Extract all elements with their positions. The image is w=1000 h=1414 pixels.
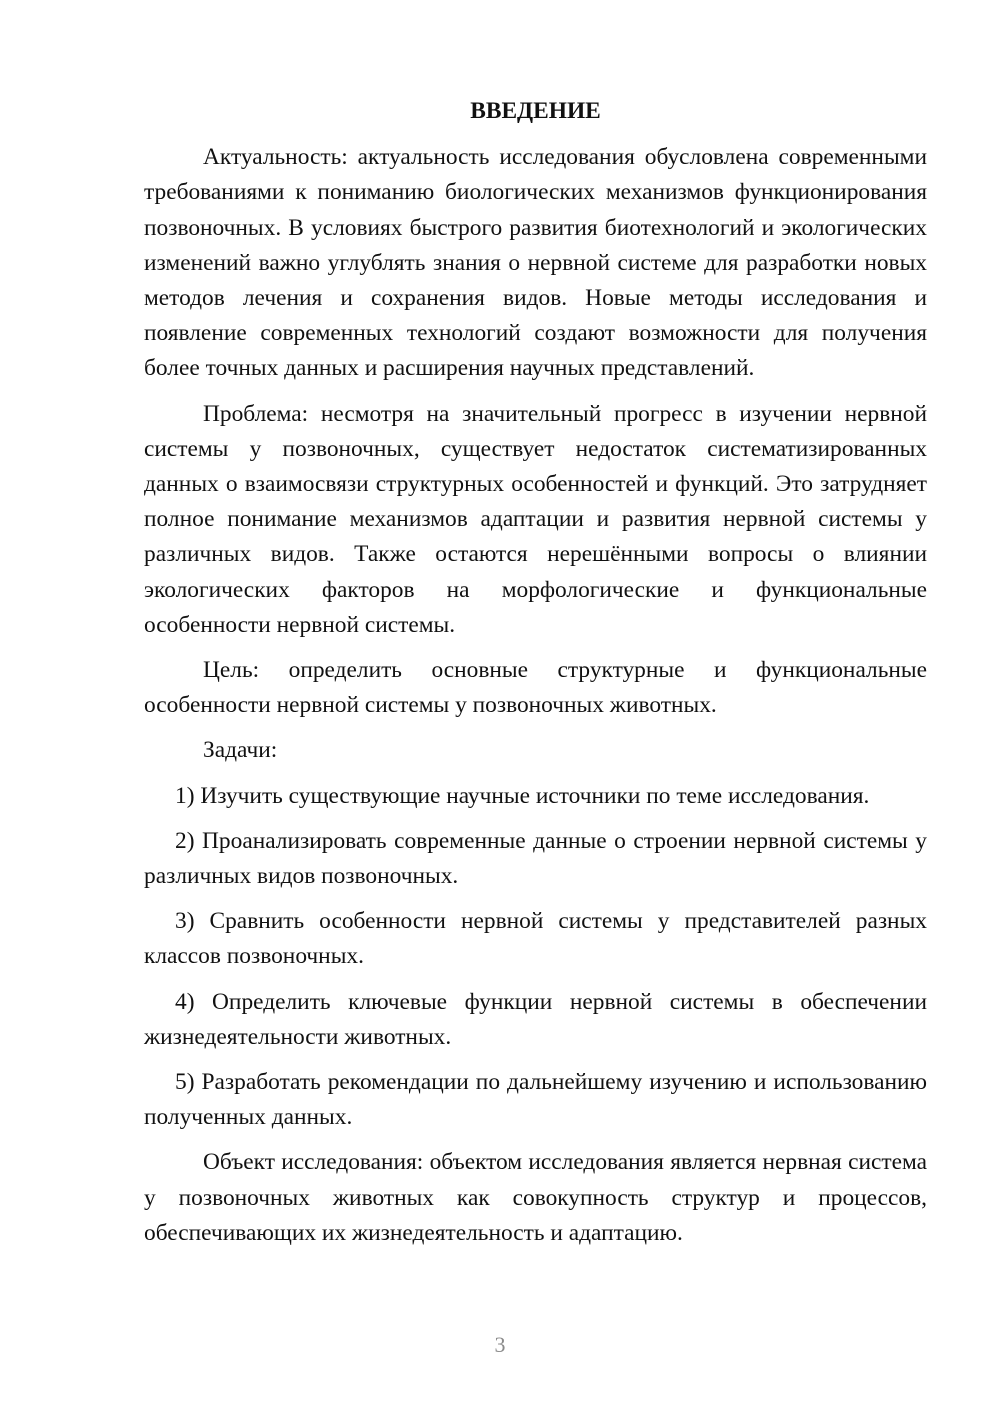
task-item-1: 1) Изучить существующие научные источники по теме исследования. — [175, 782, 870, 809]
task-item-5: 5) Разработать рекомендации по дальнейшему изучению и использованию полученных данных. — [144, 1069, 927, 1131]
tasks-heading: Задачи: — [203, 737, 278, 764]
paragraph-object: Объект исследования: объектом исследования является нервная система у позвоночных животных как совокупность структур и процессов, обеспечивающих их жизнедеятельность и адаптацию. — [144, 1149, 927, 1246]
paragraph-problem: Проблема: несмотря на значительный прогресс в изучении нервной системы у позвоночных, существует недостаток систематизированных данных о взаимосвязи структурных особенностей и функций. Это затрудняет полное понимание механизмов адаптации и развития нервной системы у различных видов. Также остаются нерешёнными вопросы о влиянии экологических факторов на морфологические и функциональные особенности нервной системы. — [144, 400, 927, 638]
page-number: 3 — [494, 1332, 506, 1357]
page-content — [144, 94, 927, 1251]
page-title: ВВЕДЕНИЕ — [470, 98, 601, 124]
task-item-2: 2) Проанализировать современные данные о строении нервной системы у различных видов позвоночных. — [144, 827, 927, 890]
paragraph-relevance: Актуальность: актуальность исследования обусловлена современными требованиями к пониманию биологических механизмов функционирования позвоночных. В условиях быстрого развития биотехнологий и экологических изменений важно углублять знания о нервной системе для разработки новых методов лечения и сохранения видов. Новые методы исследования и появление современных технологий создают возможности для получения более точных данных и расширения научных представлений. — [144, 144, 927, 382]
task-item-3: 3) Сравнить особенности нервной системы у представителей разных классов позвоночных. — [144, 908, 927, 970]
paragraph-goal: Цель: определить основные структурные и функциональные особенности нервной системы у позвоночных животных. — [144, 657, 927, 719]
task-item-4: 4) Определить ключевые функции нервной системы в обеспечении жизнедеятельности животных. — [144, 988, 927, 1050]
